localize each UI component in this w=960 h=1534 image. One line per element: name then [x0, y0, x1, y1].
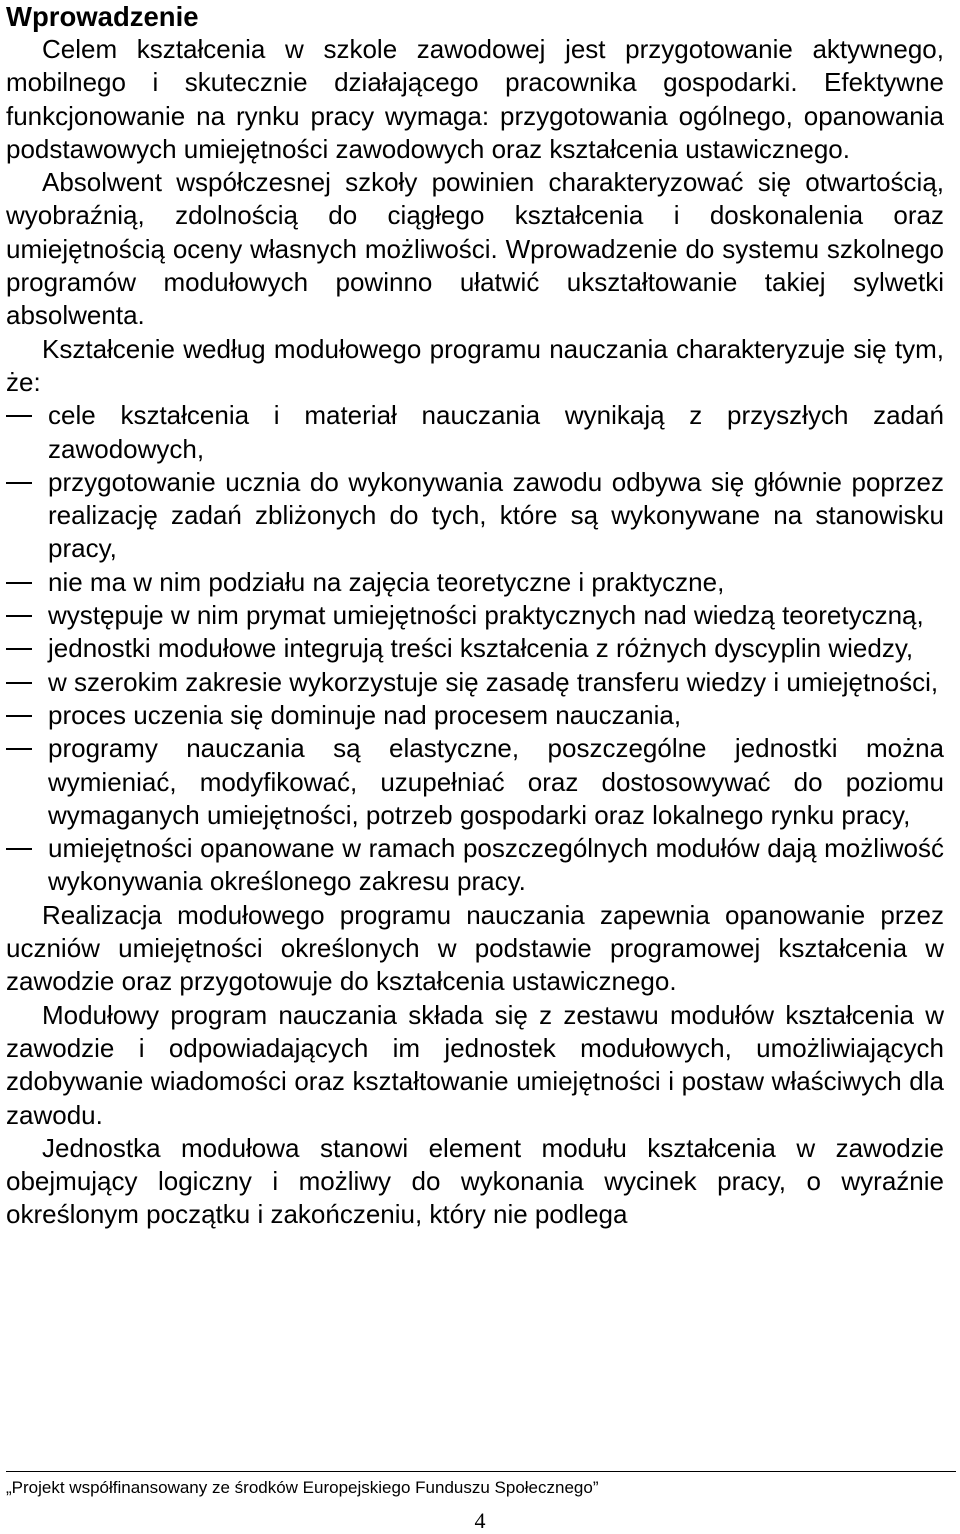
- dash-bullet-icon: [6, 648, 32, 650]
- modular-intro-paragraph: Kształcenie według modułowego programu nauczania charakteryzuje się tym, że:: [6, 333, 944, 397]
- document-page: [6, 0, 944, 1232]
- list-item: programy nauczania są elastyczne, poszczególne jednostki można wymieniać, modyfikować, uzupełniać oraz dostosowywać do poziomu wymaganych umiejętności, potrzeb gospodarki oraz lokalnego rynku pracy,: [6, 732, 944, 832]
- characteristics-list: [6, 399, 944, 898]
- intro-paragraph: Celem kształcenia w szkole zawodowej jest przygotowanie aktywnego, mobilnego i skutecznie działającego pracownika gospodarki. Efektywne funkcjonowanie na rynku pracy wymaga: przygotowania ogólnego, opanowania podstawowych umiejętności zawodowych oraz kształcenia ustawicznego.: [6, 34, 944, 164]
- dash-bullet-icon: [6, 415, 32, 417]
- list-item: cele kształcenia i materiał nauczania wynikają z przyszłych zadań zawodowych,: [6, 399, 944, 466]
- list-item: w szerokim zakresie wykorzystuje się zasadę transferu wiedzy i umiejętności,: [6, 666, 944, 699]
- dash-bullet-icon: [6, 615, 32, 617]
- program-structure-paragraph: Modułowy program nauczania składa się z zestawu modułów kształcenia w zawodzie i odpowiadających im jednostek modułowych, umożliwiających zdobywanie wiadomości oraz kształtowanie umiejętności i postaw właściwych dla zawodu.: [6, 999, 944, 1130]
- list-item: umiejętności opanowane w ramach poszczególnych modułów dają możliwość wykonywania określonego zakresu pracy.: [6, 832, 944, 899]
- module-unit-paragraph: Jednostka modułowa stanowi element modułu kształcenia w zawodzie obejmujący logiczny i możliwy do wykonania wycinek pracy, o wyraźnie określonym początku i zakończeniu, który nie podlega: [6, 1132, 944, 1230]
- dash-bullet-icon: [6, 482, 32, 484]
- list-item: proces uczenia się dominuje nad procesem nauczania,: [6, 699, 944, 732]
- dash-bullet-icon: [6, 682, 32, 684]
- list-item: jednostki modułowe integrują treści kształcenia z różnych dyscyplin wiedzy,: [6, 632, 944, 665]
- list-item: przygotowanie ucznia do wykonywania zawodu odbywa się głównie poprzez realizację zadań zbliżonych do tych, które są wykonywane na stanowisku pracy,: [6, 466, 944, 566]
- list-item: występuje w nim prymat umiejętności praktycznych nad wiedzą teoretyczną,: [6, 599, 944, 632]
- section-heading: Wprowadzenie: [6, 1, 199, 32]
- footer-funding-note: „Projekt współfinansowany ze środków Europejskiego Funduszu Społecznego”: [6, 1478, 599, 1497]
- realization-paragraph: Realizacja modułowego programu nauczania zapewnia opanowanie przez uczniów umiejętności określonych w podstawie programowej kształcenia w zawodzie oraz przygotowuje do kształcenia ustawicznego.: [6, 899, 944, 997]
- page-number: 4: [474, 1508, 486, 1533]
- dash-bullet-icon: [6, 848, 32, 850]
- dash-bullet-icon: [6, 748, 32, 750]
- footer-divider: [6, 1471, 956, 1472]
- dash-bullet-icon: [6, 715, 32, 717]
- dash-bullet-icon: [6, 582, 32, 584]
- list-item: nie ma w nim podziału na zajęcia teoretyczne i praktyczne,: [6, 566, 944, 599]
- graduate-paragraph: Absolwent współczesnej szkoły powinien charakteryzować się otwartością, wyobraźnią, zdolnością do ciągłego kształcenia i doskonalenia oraz umiejętnością oceny własnych możliwości. Wprowadzenie do systemu szkolnego programów modułowych powinno ułatwić ukształtowanie takiej sylwetki absolwenta.: [6, 167, 944, 331]
